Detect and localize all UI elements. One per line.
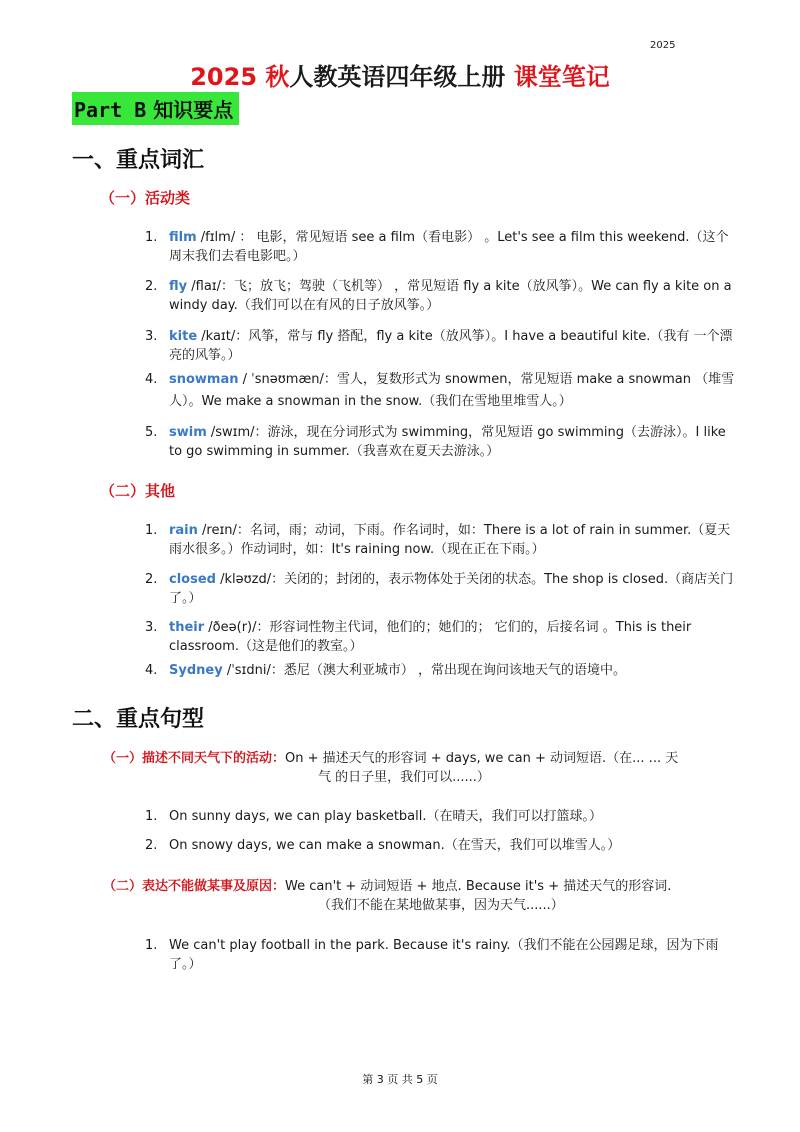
vocab-definition: /kləʊzd/：关闭的；封闭的，表示物体处于关闭的状态。The shop is closed.（商店关门了。） [169,572,734,606]
example-sentence [145,807,735,826]
vocab-definition: /fɪlm/ ： 电影，常见短语 see a film（看电影） 。Let's see a film this weekend.（这个周末我们去看电影吧。） [169,230,729,264]
item-number: 1. [145,230,158,245]
part-label-code: Part B [74,98,147,122]
vocab-word: swim [169,425,207,440]
subheading-activities: （一）活动类 [100,189,191,207]
vocab-definition: /ˈsɪdni/：悉尼（澳大利亚城市） ，常出现在询问该地天气的语境中。 [222,663,627,678]
vocab-definition: /kaɪt/：风筝，常与 fly 搭配，fly a kite（放风筝）。I have a beautiful kite.（我有 一个漂亮的风筝。） [169,329,733,363]
vocab-definition: / ˈsnəʊmæn/：雪人，复数形式为 snowmen，常见短语 make a snowman （堆雪人）。We make a snowman in the snow.（我们在雪地里堆雪人。） [169,372,735,409]
vocab-item [145,423,735,461]
example-text: We can't play football in the park. Because it's rainy.（我们不能在公园踢足球，因为下雨了。） [169,938,719,972]
vocab-item [145,369,735,413]
sentence-pattern [103,749,743,787]
pattern-formula: On + 描述天气的形容词 + days, we can + 动词短语.（在... ... 天 [285,751,679,766]
vocab-item [145,327,735,365]
item-number: 1. [145,523,158,538]
item-number: 2. [145,279,158,294]
part-label-text: 知识要点 [153,98,234,122]
vocab-word: rain [169,523,198,538]
pattern-label: （一）描述不同天气下的活动： [103,751,286,766]
year-mark: 2025 [650,40,676,51]
vocab-word: closed [169,572,216,587]
vocab-word: Sydney [169,663,223,678]
sentence-pattern [103,877,743,915]
title-year: 2025 秋 [190,63,290,91]
example-sentence [145,936,735,974]
item-number: 2. [145,572,158,587]
vocab-item [145,661,735,680]
section-heading-sentences: 二、重点句型 [72,706,205,732]
item-number: 4. [145,372,158,387]
title-notes: 课堂笔记 [513,63,610,91]
vocab-definition: /swɪm/：游泳，现在分词形式为 swimming，常见短语 go swimming（去游泳）。I like to go swimming in summer.（我喜欢在夏天去游泳。） [169,425,726,459]
vocab-item [145,618,735,656]
pattern-label: （二）表达不能做某事及原因： [103,879,286,894]
item-number: 4. [145,663,158,678]
title-book: 人教英语四年级上册 [289,63,506,91]
pattern-formula: We can't + 动词短语 + 地点. Because it's + 描述天气的形容词. [285,879,672,894]
vocab-word: their [169,620,205,635]
example-sentence [145,836,735,855]
page-footer: 第 3 页 共 5 页 [362,1073,438,1086]
vocab-word: fly [169,279,188,294]
part-label [72,92,239,125]
item-number: 3. [145,329,158,344]
vocab-word: snowman [169,372,239,387]
vocab-definition: /flaɪ/：飞；放飞；驾驶（飞机等） ，常见短语 fly a kite（放风筝）。We can fly a kite on a windy day.（我们可以在有风的日子放风筝。） [169,279,732,313]
vocab-item [145,521,735,559]
vocab-word: kite [169,329,198,344]
vocab-item [145,228,735,266]
subheading-others: （二）其他 [100,482,176,500]
pattern-translation: （我们不能在某地做某事，因为天气......） [318,898,564,913]
item-number: 5. [145,425,158,440]
item-number: 3. [145,620,158,635]
vocab-definition: /ðeə(r)/：形容词性物主代词，他们的；她们的； 它们的，后接名词 。This is their classroom.（这是他们的教室。） [169,620,692,654]
pattern-translation: 气 的日子里，我们可以......） [318,770,490,785]
page-title [0,57,800,92]
vocab-definition: /reɪn/：名词，雨；动词，下雨。作名词时，如：There is a lot of rain in summer.（夏天雨水很多。）作动词时，如：It's raining now.（现在正在下雨。） [169,523,731,557]
example-text: On snowy days, we can make a snowman.（在雪天，我们可以堆雪人。） [169,838,621,853]
item-number: 1. [145,938,158,953]
vocab-item [145,277,735,315]
item-number: 1. [145,809,158,824]
section-heading-vocab: 一、重点词汇 [72,147,205,173]
example-text: On sunny days, we can play basketball.（在晴天，我们可以打篮球。） [169,809,602,824]
vocab-item [145,570,735,608]
item-number: 2. [145,838,158,853]
vocab-word: film [169,230,197,245]
